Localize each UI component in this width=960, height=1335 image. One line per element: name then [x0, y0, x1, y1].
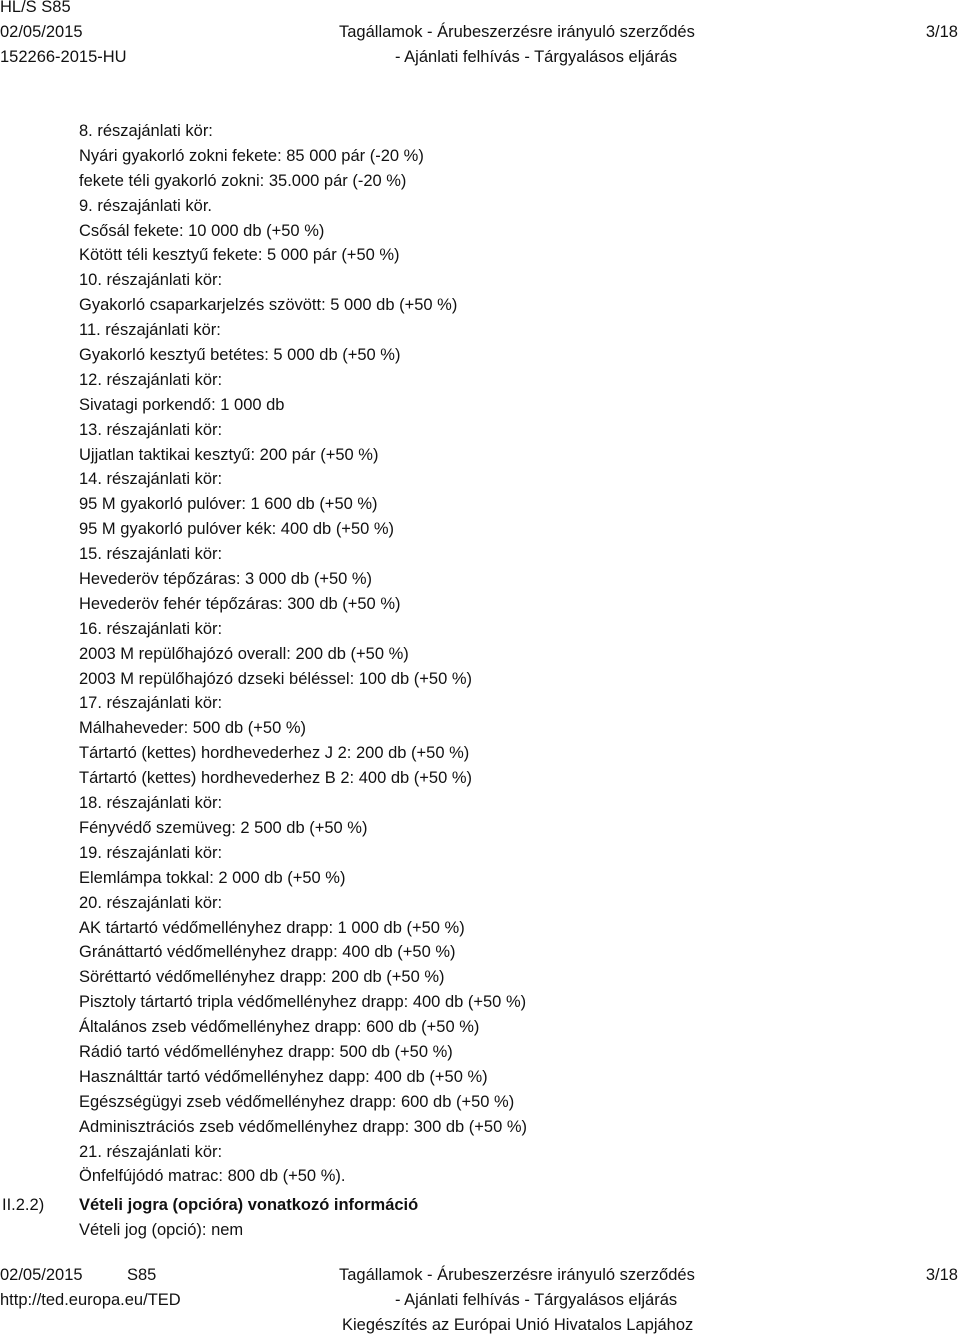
lot-heading: 15. részajánlati kör: — [79, 545, 223, 564]
section-heading: Vételi jogra (opcióra) vonatkozó információ — [79, 1196, 419, 1214]
footer-title-line2: - Ajánlati felhívás - Tárgyalásos eljárás — [395, 1291, 678, 1309]
lot-item: Söréttartó védőmellényhez drapp: 200 db (+50 %) — [79, 968, 445, 987]
lot-item: Önfelfújódó matrac: 800 db (+50 %). — [79, 1167, 346, 1186]
header-title-line1: Tagállamok - Árubeszerzésre irányuló szerződés — [339, 23, 695, 41]
lot-item: Málhaheveder: 500 db (+50 %) — [79, 719, 307, 738]
lot-item: Adminisztrációs zseb védőmellényhez drapp: 300 db (+50 %) — [79, 1117, 528, 1136]
lot-item: Tártartó (kettes) hordhevederhez B 2: 400 db (+50 %) — [79, 769, 473, 788]
lot-heading: 11. részajánlati kör: — [79, 321, 221, 340]
lot-item: Gyakorló kesztyű betétes: 5 000 db (+50 %) — [79, 346, 401, 365]
lot-item: Elemlámpa tokkal: 2 000 db (+50 %) — [79, 868, 346, 887]
footer-date: 02/05/2015 — [0, 1266, 83, 1284]
lot-heading: 20. részajánlati kör: — [79, 893, 223, 912]
header-notice-number: 152266-2015-HU — [0, 48, 127, 66]
footer-page-number: 3/18 — [925, 1266, 958, 1284]
lot-heading: 8. részajánlati kör: — [79, 122, 213, 140]
lot-heading: 9. részajánlati kör. — [79, 196, 212, 215]
header-date: 02/05/2015 — [0, 23, 83, 41]
lot-item: Pisztoly tártartó tripla védőmellényhez drapp: 400 db (+50 %) — [79, 993, 527, 1012]
header-page-number: 3/18 — [925, 23, 958, 41]
lot-item: fekete téli gyakorló zokni: 35.000 pár (-20 %) — [79, 171, 407, 190]
lot-item: Tártartó (kettes) hordhevederhez J 2: 200 db (+50 %) — [79, 744, 470, 763]
lot-item: AK tártartó védőmellényhez drapp: 1 000 db (+50 %) — [79, 918, 465, 937]
lot-item: 95 M gyakorló pulóver kék: 400 db (+50 %) — [79, 520, 395, 539]
lot-item: Kötött téli kesztyű fekete: 5 000 pár (+50 %) — [79, 246, 400, 265]
lot-item: Egészségügyi zseb védőmellényhez drapp: 600 db (+50 %) — [79, 1092, 515, 1111]
header-journal-id: HL/S S85 — [0, 0, 71, 16]
footer-title-line3: Kiegészítés az Európai Unió Hivatalos Lapjához — [342, 1316, 694, 1334]
lot-item: Ujjatlan taktikai kesztyű: 200 pár (+50 %) — [79, 445, 379, 464]
lot-heading: 10. részajánlati kör: — [79, 271, 223, 290]
lot-heading: 19. részajánlati kör: — [79, 843, 223, 862]
lot-item: 2003 M repülőhajózó overall: 200 db (+50 %) — [79, 644, 409, 663]
lot-item: Gyakorló csaparkarjelzés szövött: 5 000 db (+50 %) — [79, 296, 458, 315]
footer-url[interactable]: http://ted.europa.eu/TED — [0, 1291, 181, 1309]
lot-item: Rádió tartó védőmellényhez drapp: 500 db (+50 %) — [79, 1042, 453, 1061]
lot-heading: 21. részajánlati kör: — [79, 1142, 223, 1161]
lot-heading: 13. részajánlati kör: — [79, 420, 223, 439]
lot-list — [79, 121, 527, 1191]
header-title-line2: - Ajánlati felhívás - Tárgyalásos eljárás — [395, 48, 678, 66]
lot-item: Sivatagi porkendő: 1 000 db — [79, 395, 285, 414]
lot-item: Csősál fekete: 10 000 db (+50 %) — [79, 221, 325, 240]
lot-item: 2003 M repülőhajózó dzseki béléssel: 100 db (+50 %) — [79, 669, 473, 688]
lot-heading: 16. részajánlati kör: — [79, 619, 223, 638]
lot-item: 95 M gyakorló pulóver: 1 600 db (+50 %) — [79, 495, 378, 514]
lot-item: Fényvédő szemüveg: 2 500 db (+50 %) — [79, 818, 368, 837]
lot-heading: 17. részajánlati kör: — [79, 694, 223, 713]
section-number: II.2.2) — [2, 1196, 45, 1214]
lot-item: Hevederöv fehér tépőzáras: 300 db (+50 %) — [79, 594, 401, 613]
lot-item: Általános zseb védőmellényhez drapp: 600 db (+50 %) — [79, 1018, 480, 1037]
lot-item: Hevederöv tépőzáras: 3 000 db (+50 %) — [79, 570, 373, 589]
footer-title-line1: Tagállamok - Árubeszerzésre irányuló szerződés — [339, 1266, 695, 1284]
lot-heading: 18. részajánlati kör: — [79, 794, 223, 813]
footer-code: S85 — [127, 1266, 157, 1284]
lot-item: Gránáttartó védőmellényhez drapp: 400 db (+50 %) — [79, 943, 456, 962]
section-text: Vételi jog (opció): nem — [79, 1221, 244, 1239]
lot-item: Használttár tartó védőmellényhez dapp: 400 db (+50 %) — [79, 1067, 488, 1086]
lot-heading: 14. részajánlati kör: — [79, 470, 223, 489]
lot-item: Nyári gyakorló zokni fekete: 85 000 pár (-20 %) — [79, 146, 424, 165]
lot-heading: 12. részajánlati kör: — [79, 370, 223, 389]
